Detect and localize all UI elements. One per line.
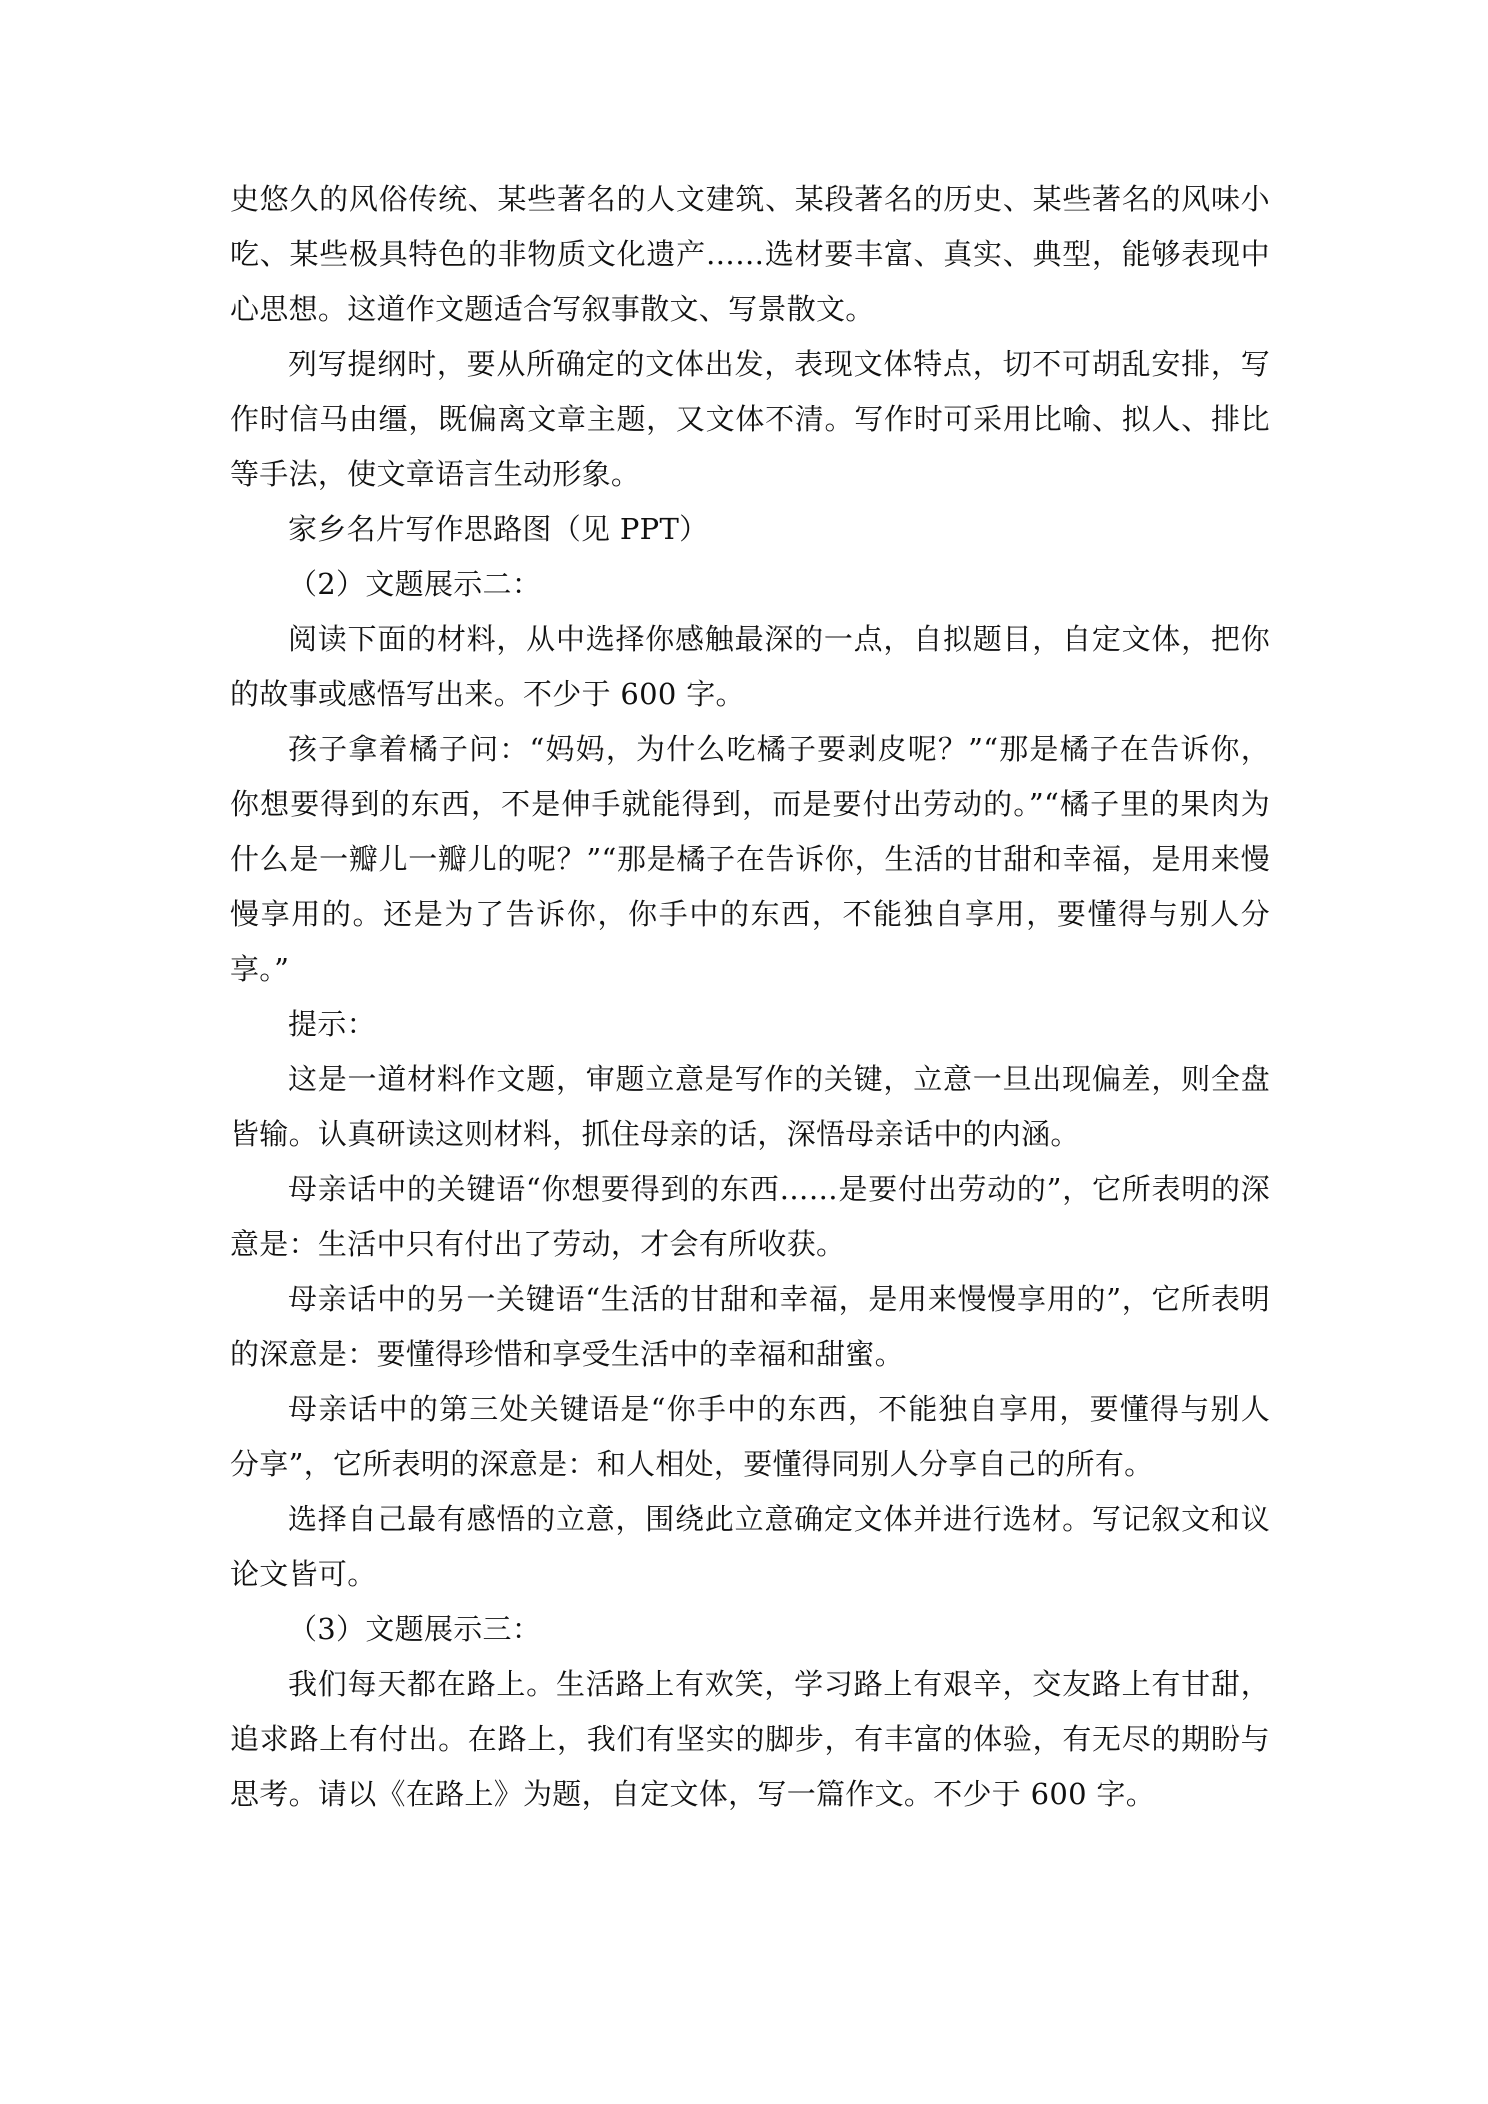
paragraph-hint-4: 母亲话中的第三处关键语是“你手中的东西，不能独自享用，要懂得与别人分享”，它所表明的深意是：和人相处，要懂得同别人分享自己的所有。	[230, 1392, 1270, 1481]
paragraph-hint-2: 母亲话中的关键语“你想要得到的东西……是要付出劳动的”，它所表明的深意是：生活中只有付出了劳动，才会有所收获。	[230, 1172, 1270, 1261]
document-body	[230, 172, 1270, 1822]
paragraph-hint-1: 这是一道材料作文题，审题立意是写作的关键，立意一旦出现偏差，则全盘皆输。认真研读这则材料，抓住母亲的话，深悟母亲话中的内涵。	[230, 1062, 1270, 1151]
paragraph-prompt-3: 我们每天都在路上。生活路上有欢笑，学习路上有艰辛，交友路上有甘甜，追求路上有付出。在路上，我们有坚实的脚步，有丰富的体验，有无尽的期盼与思考。请以《在路上》为题，自定文体，写一篇作文。不少于 600 字。	[230, 1667, 1270, 1811]
paragraph-hint-5: 选择自己最有感悟的立意，围绕此立意确定文体并进行选材。写记叙文和议论文皆可。	[230, 1502, 1270, 1591]
paragraph-orange-material: 孩子拿着橘子问：“妈妈，为什么吃橘子要剥皮呢？”“那是橘子在告诉你，你想要得到的东西，不是伸手就能得到，而是要付出劳动的。”“橘子里的果肉为什么是一瓣儿一瓣儿的呢？”“那是橘子在告诉你，生活的甘甜和幸福，是用来慢慢享用的。还是为了告诉你，你手中的东西，不能独自享用，要懂得与别人分享。”	[230, 732, 1270, 986]
paragraph-mindmap-note: 家乡名片写作思路图（见 PPT）	[288, 512, 709, 546]
paragraph-outline-advice: 列写提纲时，要从所确定的文体出发，表现文体特点，切不可胡乱安排，写作时信马由缰，既偏离文章主题，又文体不清。写作时可采用比喻、拟人、排比等手法，使文章语言生动形象。	[230, 347, 1270, 491]
paragraph-continuation: 史悠久的风俗传统、某些著名的人文建筑、某段著名的历史、某些著名的风味小吃、某些极具特色的非物质文化遗产……选材要丰富、真实、典型，能够表现中心思想。这道作文题适合写叙事散文、写景散文。	[230, 182, 1270, 326]
section-heading-prompt-3: （3）文题展示三：	[288, 1612, 542, 1646]
section-heading-prompt-2: （2）文题展示二：	[288, 567, 542, 601]
paragraph-prompt-2: 阅读下面的材料，从中选择你感触最深的一点，自拟题目，自定文体，把你的故事或感悟写出来。不少于 600 字。	[230, 622, 1270, 711]
paragraph-hint-label: 提示：	[288, 1007, 376, 1041]
paragraph-hint-3: 母亲话中的另一关键语“生活的甘甜和幸福，是用来慢慢享用的”，它所表明的深意是：要懂得珍惜和享受生活中的幸福和甜蜜。	[230, 1282, 1270, 1371]
